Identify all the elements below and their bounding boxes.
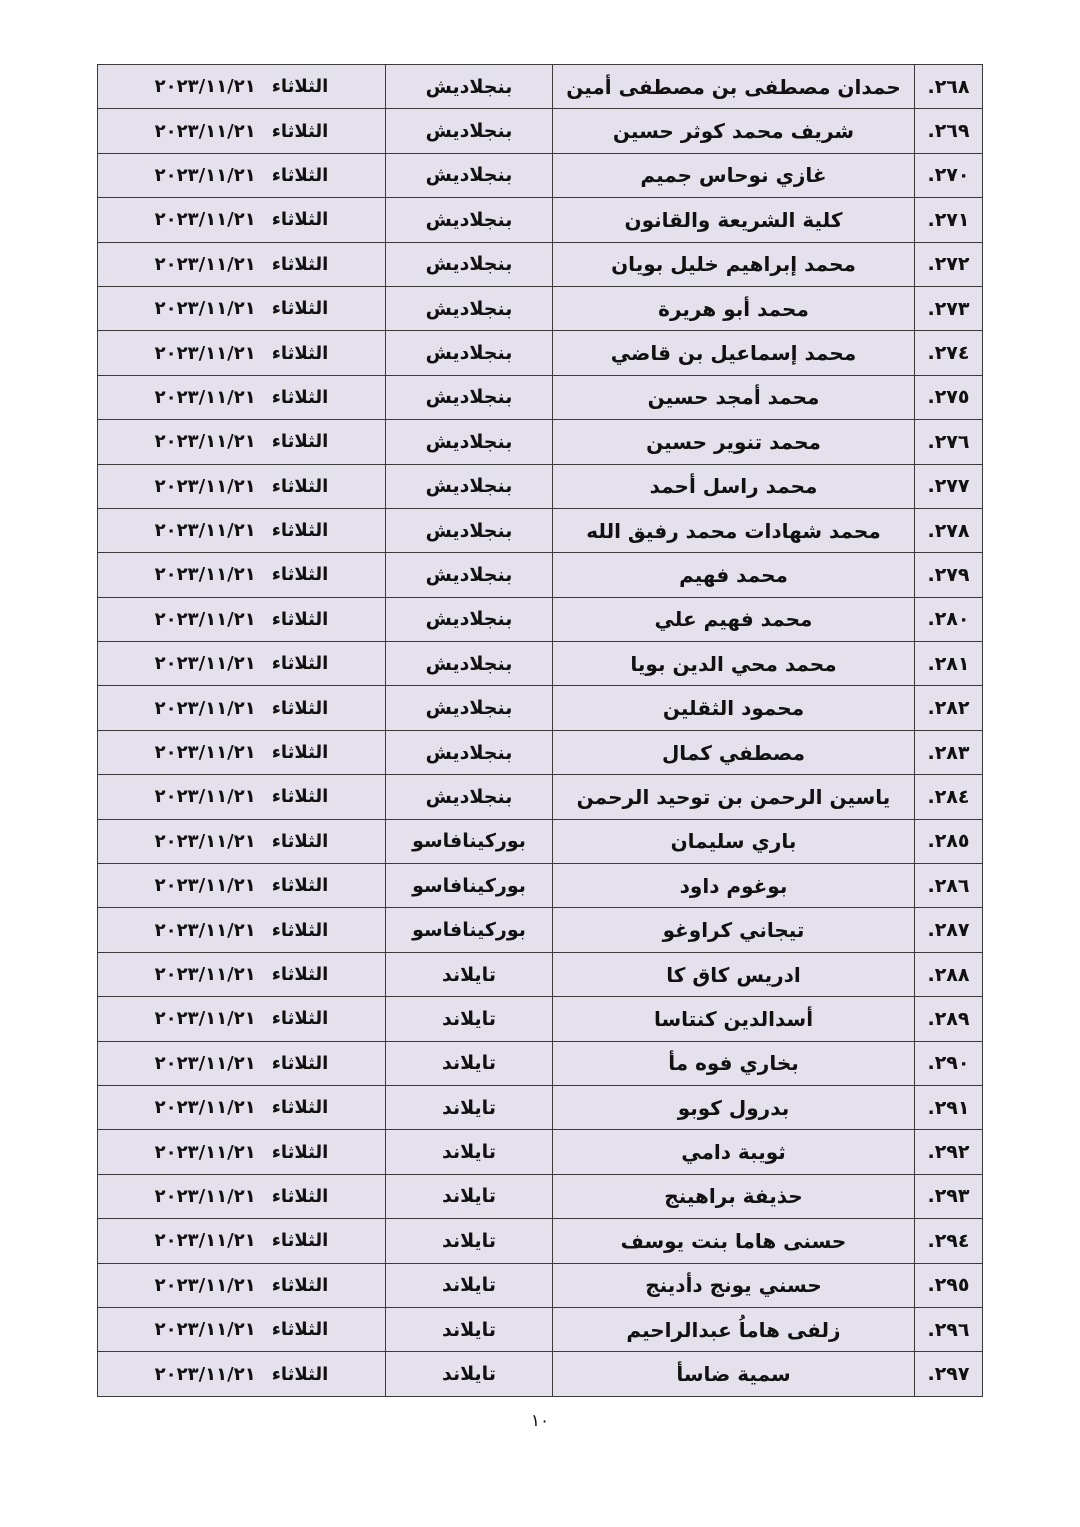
person-name: حذيفة براهينج <box>553 1174 915 1218</box>
date-cell <box>98 997 386 1041</box>
row-number: ٢٧٤. <box>915 331 983 375</box>
row-number: ٢٨٣. <box>915 730 983 774</box>
table-row <box>98 331 983 375</box>
country: بنجلاديش <box>386 286 553 330</box>
date-value: ٢٠٢٣/١١/٢١ <box>154 1052 256 1074</box>
date-value: ٢٠٢٣/١١/٢١ <box>154 742 256 764</box>
country: بنجلاديش <box>386 597 553 641</box>
person-name: ياسين الرحمن بن توحيد الرحمن <box>553 775 915 819</box>
country: بنجلاديش <box>386 331 553 375</box>
weekday: الثلاثاء <box>271 120 329 142</box>
country: بنجلاديش <box>386 65 553 109</box>
date-value: ٢٠٢٣/١١/٢١ <box>154 786 256 808</box>
row-number: ٢٨٦. <box>915 864 983 908</box>
row-number: ٢٩٢. <box>915 1130 983 1174</box>
table-row <box>98 597 983 641</box>
row-number: ٢٩٣. <box>915 1174 983 1218</box>
date-value: ٢٠٢٣/١١/٢١ <box>154 564 256 586</box>
person-name: محمد محي الدين بويا <box>553 642 915 686</box>
date-cell <box>98 1041 386 1085</box>
table-row <box>98 65 983 109</box>
date-value: ٢٠٢٣/١١/٢١ <box>154 431 256 453</box>
table-row <box>98 1352 983 1396</box>
table-row <box>98 1219 983 1263</box>
table-row <box>98 1085 983 1129</box>
weekday: الثلاثاء <box>271 76 329 98</box>
person-name: تيجاني كراوغو <box>553 908 915 952</box>
date-value: ٢٠٢٣/١١/٢١ <box>154 608 256 630</box>
table-row <box>98 420 983 464</box>
date-cell <box>98 730 386 774</box>
table-row <box>98 1041 983 1085</box>
date-value: ٢٠٢٣/١١/٢١ <box>154 386 256 408</box>
row-number: ٢٨٧. <box>915 908 983 952</box>
date-value: ٢٠٢٣/١١/٢١ <box>154 342 256 364</box>
country: بنجلاديش <box>386 242 553 286</box>
weekday: الثلاثاء <box>271 342 329 364</box>
row-number: ٢٨١. <box>915 642 983 686</box>
row-number: ٢٩٤. <box>915 1219 983 1263</box>
date-cell <box>98 1352 386 1396</box>
date-cell <box>98 153 386 197</box>
country: بنجلاديش <box>386 553 553 597</box>
date-cell <box>98 686 386 730</box>
person-name: محمد أمجد حسين <box>553 375 915 419</box>
weekday: الثلاثاء <box>271 653 329 675</box>
weekday: الثلاثاء <box>271 1097 329 1119</box>
person-name: شريف محمد كوثر حسين <box>553 109 915 153</box>
weekday: الثلاثاء <box>271 209 329 231</box>
country: بنجلاديش <box>386 420 553 464</box>
row-number: ٢٧٨. <box>915 508 983 552</box>
date-cell <box>98 1307 386 1351</box>
person-name: أسدالدين كنتاسا <box>553 997 915 1041</box>
date-cell <box>98 952 386 996</box>
registration-table <box>97 64 983 1397</box>
weekday: الثلاثاء <box>271 1274 329 1296</box>
date-cell <box>98 198 386 242</box>
country: بنجلاديش <box>386 775 553 819</box>
person-name: محمد إسماعيل بن قاضي <box>553 331 915 375</box>
table-row <box>98 997 983 1041</box>
date-cell <box>98 642 386 686</box>
weekday: الثلاثاء <box>271 1185 329 1207</box>
date-value: ٢٠٢٣/١١/٢١ <box>154 209 256 231</box>
table-row <box>98 198 983 242</box>
person-name: غازي نوحاس جميم <box>553 153 915 197</box>
weekday: الثلاثاء <box>271 919 329 941</box>
person-name: حسني يونج دأدينج <box>553 1263 915 1307</box>
country: تايلاند <box>386 952 553 996</box>
country: تايلاند <box>386 1041 553 1085</box>
date-value: ٢٠٢٣/١١/٢١ <box>154 830 256 852</box>
date-value: ٢٠٢٣/١١/٢١ <box>154 76 256 98</box>
person-name: بدرول كوبو <box>553 1085 915 1129</box>
date-cell <box>98 375 386 419</box>
weekday: الثلاثاء <box>271 1008 329 1030</box>
table-row <box>98 686 983 730</box>
table-row <box>98 642 983 686</box>
weekday: الثلاثاء <box>271 298 329 320</box>
date-cell <box>98 1219 386 1263</box>
table-row <box>98 286 983 330</box>
weekday: الثلاثاء <box>271 742 329 764</box>
row-number: ٢٧٧. <box>915 464 983 508</box>
date-value: ٢٠٢٣/١١/٢١ <box>154 1319 256 1341</box>
date-cell <box>98 1130 386 1174</box>
row-number: ٢٨٤. <box>915 775 983 819</box>
row-number: ٢٩٠. <box>915 1041 983 1085</box>
country: بوركينافاسو <box>386 908 553 952</box>
person-name: كلية الشريعة والقانون <box>553 198 915 242</box>
weekday: الثلاثاء <box>271 875 329 897</box>
weekday: الثلاثاء <box>271 431 329 453</box>
person-name: ادريس كاق كا <box>553 952 915 996</box>
date-value: ٢٠٢٣/١١/٢١ <box>154 1141 256 1163</box>
person-name: حسنى هاما بنت يوسف <box>553 1219 915 1263</box>
person-name: محمد شهادات محمد رفيق الله <box>553 508 915 552</box>
date-value: ٢٠٢٣/١١/٢١ <box>154 164 256 186</box>
row-number: ٢٧١. <box>915 198 983 242</box>
country: بنجلاديش <box>386 109 553 153</box>
date-cell <box>98 109 386 153</box>
row-number: ٢٩١. <box>915 1085 983 1129</box>
person-name: سمية ضاسأ <box>553 1352 915 1396</box>
table-row <box>98 1130 983 1174</box>
weekday: الثلاثاء <box>271 564 329 586</box>
table-row <box>98 1307 983 1351</box>
date-value: ٢٠٢٣/١١/٢١ <box>154 1274 256 1296</box>
person-name: باري سليمان <box>553 819 915 863</box>
person-name: مصطفي كمال <box>553 730 915 774</box>
table-row <box>98 242 983 286</box>
country: تايلاند <box>386 997 553 1041</box>
date-cell <box>98 1085 386 1129</box>
date-cell <box>98 1263 386 1307</box>
date-value: ٢٠٢٣/١١/٢١ <box>154 964 256 985</box>
country: بنجلاديش <box>386 686 553 730</box>
date-cell <box>98 553 386 597</box>
weekday: الثلاثاء <box>271 964 329 985</box>
row-number: ٢٧٥. <box>915 375 983 419</box>
row-number: ٢٨٥. <box>915 819 983 863</box>
weekday: الثلاثاء <box>271 1052 329 1074</box>
table-row <box>98 153 983 197</box>
weekday: الثلاثاء <box>271 386 329 408</box>
row-number: ٢٩٦. <box>915 1307 983 1351</box>
row-number: ٢٨٨. <box>915 952 983 996</box>
table-row <box>98 864 983 908</box>
weekday: الثلاثاء <box>271 164 329 186</box>
date-cell <box>98 908 386 952</box>
row-number: ٢٩٧. <box>915 1352 983 1396</box>
person-name: محمود الثقلين <box>553 686 915 730</box>
country: بنجلاديش <box>386 375 553 419</box>
table-body <box>98 65 983 1397</box>
date-value: ٢٠٢٣/١١/٢١ <box>154 1008 256 1030</box>
weekday: الثلاثاء <box>271 1230 329 1252</box>
country: تايلاند <box>386 1174 553 1218</box>
person-name: محمد أبو هريرة <box>553 286 915 330</box>
person-name: محمد تنوير حسين <box>553 420 915 464</box>
date-value: ٢٠٢٣/١١/٢١ <box>154 1230 256 1252</box>
weekday: الثلاثاء <box>271 608 329 630</box>
date-cell <box>98 331 386 375</box>
country: بنجلاديش <box>386 642 553 686</box>
table-row <box>98 908 983 952</box>
row-number: ٢٨٩. <box>915 997 983 1041</box>
page-number: ١٠ <box>530 1411 550 1431</box>
weekday: الثلاثاء <box>271 830 329 852</box>
person-name: ثويبة دامي <box>553 1130 915 1174</box>
date-value: ٢٠٢٣/١١/٢١ <box>154 475 256 497</box>
weekday: الثلاثاء <box>271 1141 329 1163</box>
date-cell <box>98 864 386 908</box>
table-row <box>98 375 983 419</box>
row-number: ٢٧٢. <box>915 242 983 286</box>
weekday: الثلاثاء <box>271 253 329 275</box>
country: بنجلاديش <box>386 153 553 197</box>
table-row <box>98 508 983 552</box>
row-number: ٢٧٦. <box>915 420 983 464</box>
date-value: ٢٠٢٣/١١/٢١ <box>154 1185 256 1207</box>
date-value: ٢٠٢٣/١١/٢١ <box>154 253 256 275</box>
person-name: بخاري فوه مأ <box>553 1041 915 1085</box>
date-value: ٢٠٢٣/١١/٢١ <box>154 919 256 941</box>
weekday: الثلاثاء <box>271 520 329 542</box>
country: بنجلاديش <box>386 464 553 508</box>
country: بنجلاديش <box>386 508 553 552</box>
country: بنجلاديش <box>386 730 553 774</box>
date-value: ٢٠٢٣/١١/٢١ <box>154 875 256 897</box>
person-name: محمد فهيم <box>553 553 915 597</box>
row-number: ٢٧٠. <box>915 153 983 197</box>
person-name: محمد راسل أحمد <box>553 464 915 508</box>
row-number: ٢٧٩. <box>915 553 983 597</box>
date-value: ٢٠٢٣/١١/٢١ <box>154 298 256 320</box>
date-value: ٢٠٢٣/١١/٢١ <box>154 1097 256 1119</box>
person-name: حمدان مصطفى بن مصطفى أمين <box>553 65 915 109</box>
date-cell <box>98 508 386 552</box>
row-number: ٢٦٩. <box>915 109 983 153</box>
person-name: محمد فهيم علي <box>553 597 915 641</box>
weekday: الثلاثاء <box>271 475 329 497</box>
date-value: ٢٠٢٣/١١/٢١ <box>154 653 256 675</box>
row-number: ٢٩٥. <box>915 1263 983 1307</box>
row-number: ٢٧٣. <box>915 286 983 330</box>
country: تايلاند <box>386 1307 553 1351</box>
weekday: الثلاثاء <box>271 1363 329 1385</box>
weekday: الثلاثاء <box>271 1319 329 1341</box>
table-row <box>98 109 983 153</box>
date-value: ٢٠٢٣/١١/٢١ <box>154 697 256 719</box>
country: تايلاند <box>386 1085 553 1129</box>
country: تايلاند <box>386 1219 553 1263</box>
date-value: ٢٠٢٣/١١/٢١ <box>154 520 256 542</box>
country: تايلاند <box>386 1130 553 1174</box>
table-row <box>98 464 983 508</box>
country: بوركينافاسو <box>386 819 553 863</box>
table-row <box>98 730 983 774</box>
date-cell <box>98 775 386 819</box>
date-cell <box>98 464 386 508</box>
date-cell <box>98 242 386 286</box>
country: تايلاند <box>386 1352 553 1396</box>
date-value: ٢٠٢٣/١١/٢١ <box>154 1363 256 1385</box>
country: بنجلاديش <box>386 198 553 242</box>
table-row <box>98 1174 983 1218</box>
person-name: زلفى هاماُ عبدالراحيم <box>553 1307 915 1351</box>
date-cell <box>98 1174 386 1218</box>
date-cell <box>98 420 386 464</box>
person-name: محمد إبراهيم خليل بويان <box>553 242 915 286</box>
row-number: ٢٨٠. <box>915 597 983 641</box>
date-value: ٢٠٢٣/١١/٢١ <box>154 120 256 142</box>
country: تايلاند <box>386 1263 553 1307</box>
row-number: ٢٨٢. <box>915 686 983 730</box>
person-name: بوغوم داود <box>553 864 915 908</box>
country: بوركينافاسو <box>386 864 553 908</box>
date-cell <box>98 819 386 863</box>
weekday: الثلاثاء <box>271 786 329 808</box>
table-row <box>98 553 983 597</box>
date-cell <box>98 597 386 641</box>
weekday: الثلاثاء <box>271 697 329 719</box>
table-row <box>98 1263 983 1307</box>
date-cell <box>98 286 386 330</box>
date-cell <box>98 65 386 109</box>
table-row <box>98 952 983 996</box>
table-row <box>98 819 983 863</box>
row-number: ٢٦٨. <box>915 65 983 109</box>
table-row <box>98 775 983 819</box>
